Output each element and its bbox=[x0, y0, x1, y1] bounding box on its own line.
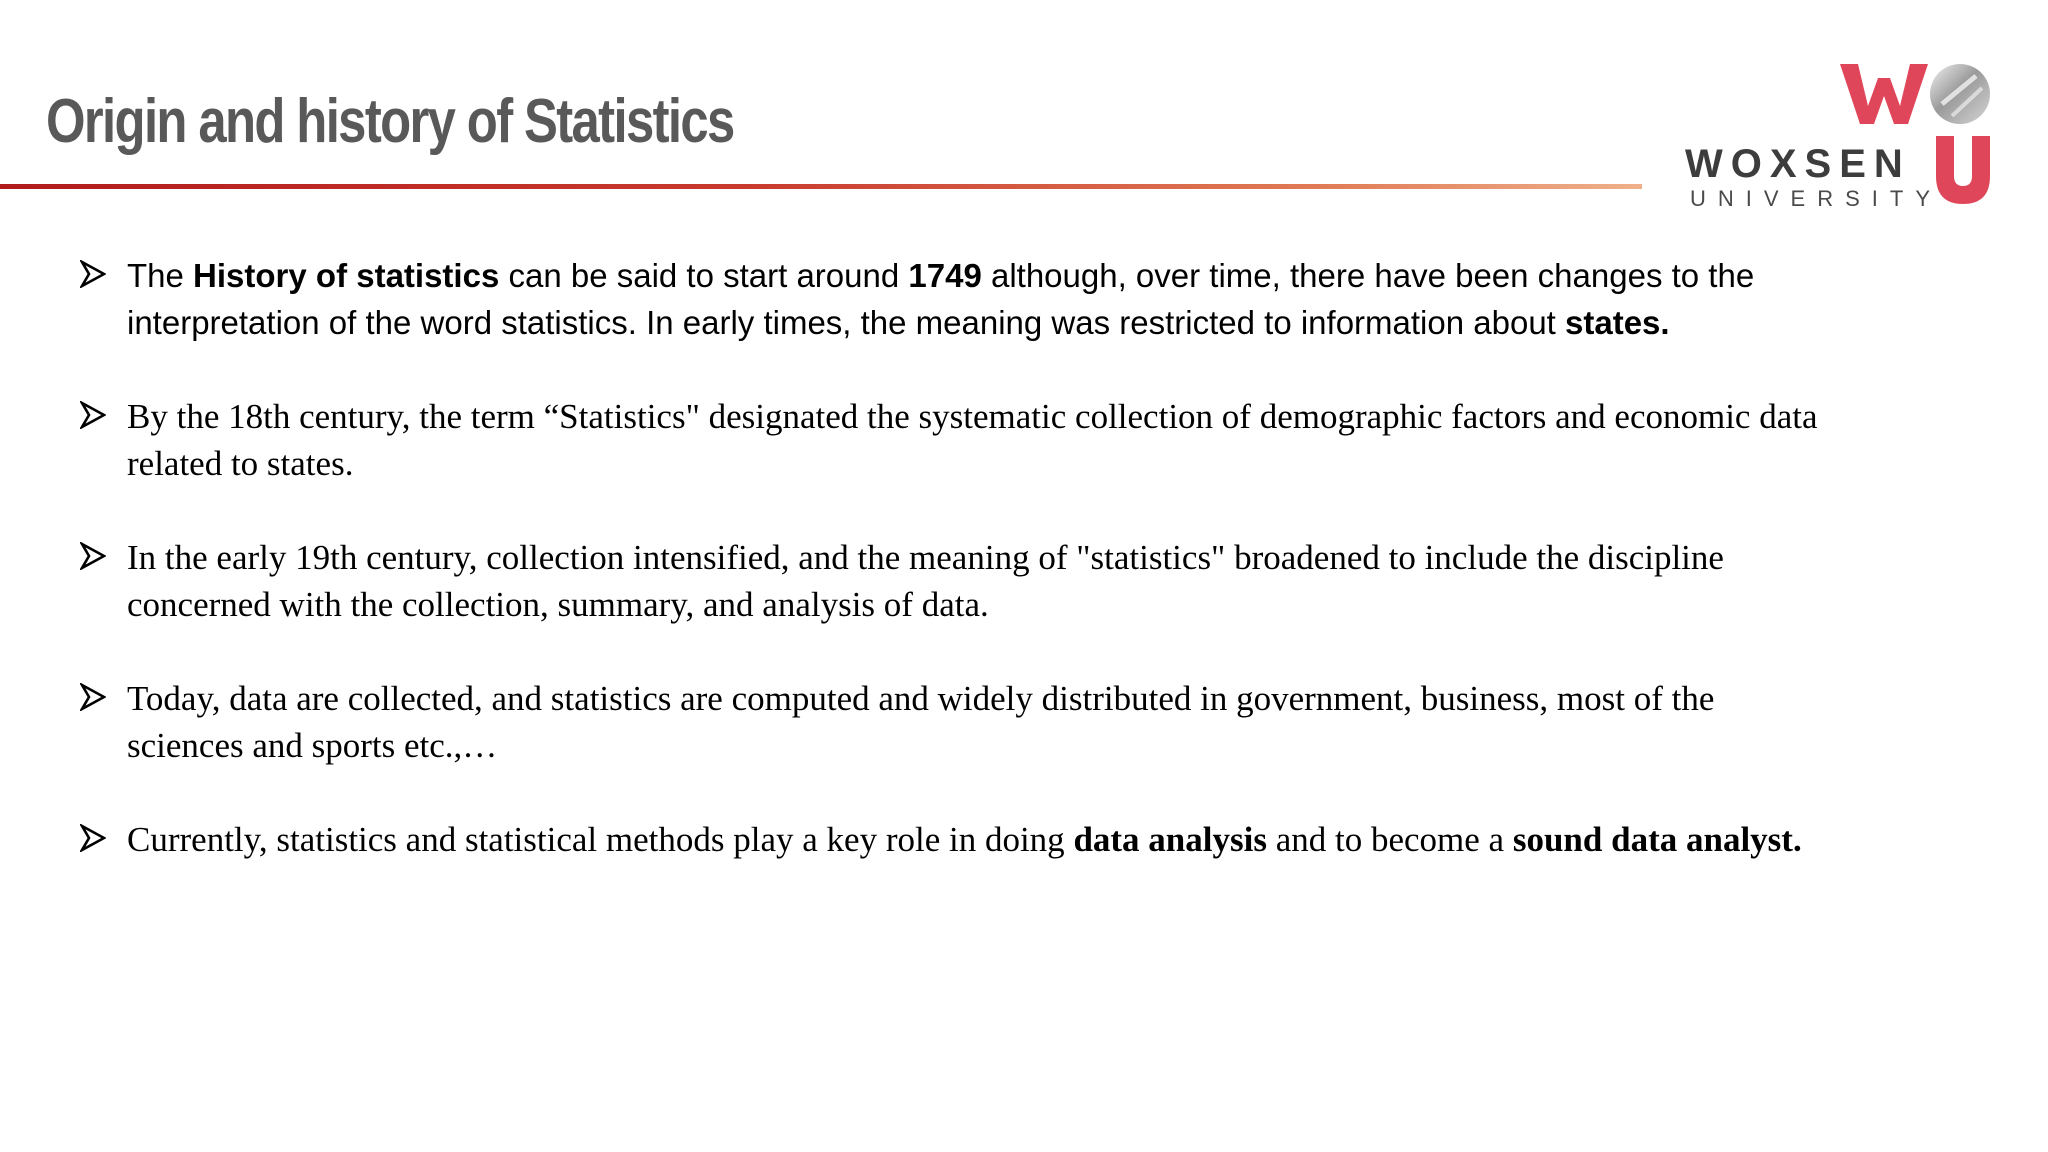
bullet-text-run: By the 18th century, the term “Statistics" designated the systematic collection of demographic factors and economic data related to states. bbox=[127, 397, 1818, 483]
bullet-text-run: Today, data are collected, and statistics are computed and widely distributed in government, business, most of the sciences and sports etc.,… bbox=[127, 679, 1715, 765]
arrowhead-bullet-icon bbox=[80, 683, 106, 711]
woxsen-university-logo bbox=[1680, 58, 2000, 218]
arrowhead-bullet-icon bbox=[80, 401, 106, 429]
bullet-item bbox=[80, 393, 1820, 487]
logo-name: WOXSEN bbox=[1685, 142, 1911, 186]
logo-w-letter bbox=[1840, 64, 1928, 124]
bullet-text-bold: History of statistics bbox=[193, 257, 500, 294]
bullet-text-run: The bbox=[127, 257, 194, 294]
bullet-list bbox=[80, 252, 1820, 910]
bullet-item bbox=[80, 252, 1820, 346]
logo-subtitle: UNIVERSITY bbox=[1690, 186, 1943, 211]
bullet-text-run: can be said to start around bbox=[499, 257, 909, 294]
logo-globe bbox=[1930, 64, 1990, 124]
bullet-text-bold: data analysis bbox=[1073, 820, 1267, 859]
bullet-text-bold: states. bbox=[1565, 304, 1670, 341]
bullet-text-run: although, over time, there have been changes to the interpretation of the word statistics. In early times, the meaning was restricted to information about bbox=[127, 257, 1755, 341]
bullet-text-run: In the early 19th century, collection intensified, and the meaning of "statistics" broadened to include the discipline concerned with the collection, summary, and analysis of data. bbox=[127, 538, 1724, 624]
bullet-text-run: Currently, statistics and statistical methods play a key role in doing bbox=[127, 820, 1074, 859]
bullet-item bbox=[80, 675, 1820, 769]
bullet-text-run: and to become a bbox=[1266, 820, 1513, 859]
slide-title: Origin and history of Statistics bbox=[46, 87, 734, 156]
arrowhead-bullet-icon bbox=[80, 542, 106, 570]
logo-u-letter bbox=[1936, 136, 1990, 204]
bullet-item bbox=[80, 534, 1820, 628]
bullet-text-bold: sound data analyst. bbox=[1512, 820, 1802, 859]
bullet-text-bold: 1749 bbox=[908, 257, 982, 294]
title-divider bbox=[0, 184, 1642, 189]
arrowhead-bullet-icon bbox=[80, 260, 106, 288]
arrowhead-bullet-icon bbox=[80, 824, 106, 852]
bullet-item bbox=[80, 816, 1820, 863]
